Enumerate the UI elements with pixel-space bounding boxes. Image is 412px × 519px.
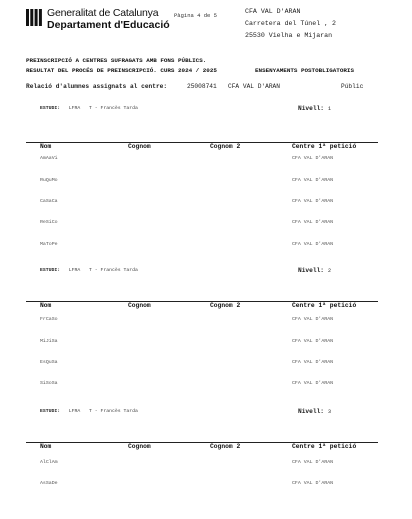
col-header-nom: Nom bbox=[40, 443, 52, 450]
col-header-centre: Centre 1ª petició bbox=[292, 143, 357, 150]
table-row-centre: CFA VAL D'ARAN bbox=[292, 156, 334, 161]
col-header-centre: Centre 1ª petició bbox=[292, 443, 357, 450]
doc-title-line2: RESULTAT DEL PROCÉS DE PREINSCRIPCIÓ. CURS 2024 / 2025 bbox=[26, 67, 217, 74]
relacio-code: 25008741 bbox=[187, 83, 217, 90]
estudi-desc: T - Francès Tarda bbox=[88, 268, 138, 273]
relacio-label: Relació d'alumnes assignats al centre: bbox=[26, 83, 168, 90]
org-line2: Departament d'Educació bbox=[47, 18, 170, 31]
org-line1: Generalitat de Catalunya bbox=[47, 7, 159, 19]
col-header-nom: Nom bbox=[40, 143, 52, 150]
col-header-cognom2: Cognom 2 bbox=[210, 302, 241, 309]
estudi-label: ESTUDI: bbox=[40, 106, 61, 111]
estudi-label: ESTUDI: bbox=[40, 268, 61, 273]
nivell-value: 1 bbox=[328, 106, 332, 112]
estudi-label: ESTUDI: bbox=[40, 409, 61, 414]
col-header-cognom: Cognom bbox=[128, 443, 151, 450]
section-nivell bbox=[298, 105, 331, 112]
table-row-centre: CFA VAL D'ARAN bbox=[292, 178, 334, 183]
table-row-nom: CaSaCa bbox=[40, 199, 58, 204]
table-row-nom: RuQuMo bbox=[40, 178, 58, 183]
table-row-centre: CFA VAL D'ARAN bbox=[292, 339, 334, 344]
table-row-nom: EsQuSa bbox=[40, 360, 58, 365]
table-row-centre: CFA VAL D'ARAN bbox=[292, 242, 334, 247]
table-row-centre: CFA VAL D'ARAN bbox=[292, 381, 334, 386]
page-info: Pàgina 4 de 5 bbox=[174, 12, 217, 19]
section-estudi bbox=[40, 409, 138, 414]
table-row-nom: AmAaVi bbox=[40, 156, 58, 161]
section-estudi bbox=[40, 268, 138, 273]
table-row-nom: SiSoSa bbox=[40, 381, 58, 386]
estudi-code: LFRA bbox=[68, 268, 81, 273]
table-row-centre: CFA VAL D'ARAN bbox=[292, 317, 334, 322]
col-header-centre: Centre 1ª petició bbox=[292, 302, 357, 309]
table-row-nom: FrCaSo bbox=[40, 317, 58, 322]
doc-title-right: ENSENYAMENTS POSTOBLIGATORIS bbox=[255, 67, 354, 74]
section-estudi bbox=[40, 106, 138, 111]
col-header-cognom: Cognom bbox=[128, 143, 151, 150]
table-row-nom: AsSaDe bbox=[40, 481, 58, 486]
table-row-centre: CFA VAL D'ARAN bbox=[292, 460, 334, 465]
section-nivell bbox=[298, 267, 331, 274]
generalitat-logo-icon bbox=[26, 9, 42, 26]
table-row-nom: MaToPe bbox=[40, 242, 58, 247]
estudi-desc: T - Francès Tarda bbox=[88, 409, 138, 414]
col-header-cognom2: Cognom 2 bbox=[210, 143, 241, 150]
col-header-cognom: Cognom bbox=[128, 302, 151, 309]
table-row-nom: ReSiCo bbox=[40, 220, 58, 225]
center-name: CFA VAL D'ARAN bbox=[245, 8, 301, 15]
table-row-nom: AlClAm bbox=[40, 460, 58, 465]
nivell-label: Nivell: bbox=[298, 408, 324, 415]
section-nivell bbox=[298, 408, 331, 415]
table-row-centre: CFA VAL D'ARAN bbox=[292, 220, 334, 225]
center-street: Carretera del Túnel , 2 bbox=[245, 20, 337, 27]
nivell-value: 2 bbox=[328, 268, 332, 274]
estudi-desc: T - Francès Tarda bbox=[88, 106, 138, 111]
col-header-nom: Nom bbox=[40, 302, 52, 309]
estudi-code: LFRA bbox=[68, 409, 81, 414]
table-row-nom: MiJiSa bbox=[40, 339, 58, 344]
relacio-center-type: Públic bbox=[341, 83, 364, 90]
relacio-center-name: CFA VAL D'ARAN bbox=[228, 83, 280, 90]
table-row-centre: CFA VAL D'ARAN bbox=[292, 360, 334, 365]
nivell-label: Nivell: bbox=[298, 105, 324, 112]
center-city: 25530 Vielha e Mijaran bbox=[245, 32, 333, 39]
organization-name bbox=[47, 8, 170, 30]
table-row-centre: CFA VAL D'ARAN bbox=[292, 481, 334, 486]
nivell-value: 3 bbox=[328, 409, 332, 415]
nivell-label: Nivell: bbox=[298, 267, 324, 274]
col-header-cognom2: Cognom 2 bbox=[210, 443, 241, 450]
table-row-centre: CFA VAL D'ARAN bbox=[292, 199, 334, 204]
estudi-code: LFRA bbox=[68, 106, 81, 111]
doc-title-line1: PREINSCRIPCIÓ A CENTRES SUFRAGATS AMB FONS PÚBLICS. bbox=[26, 57, 207, 64]
